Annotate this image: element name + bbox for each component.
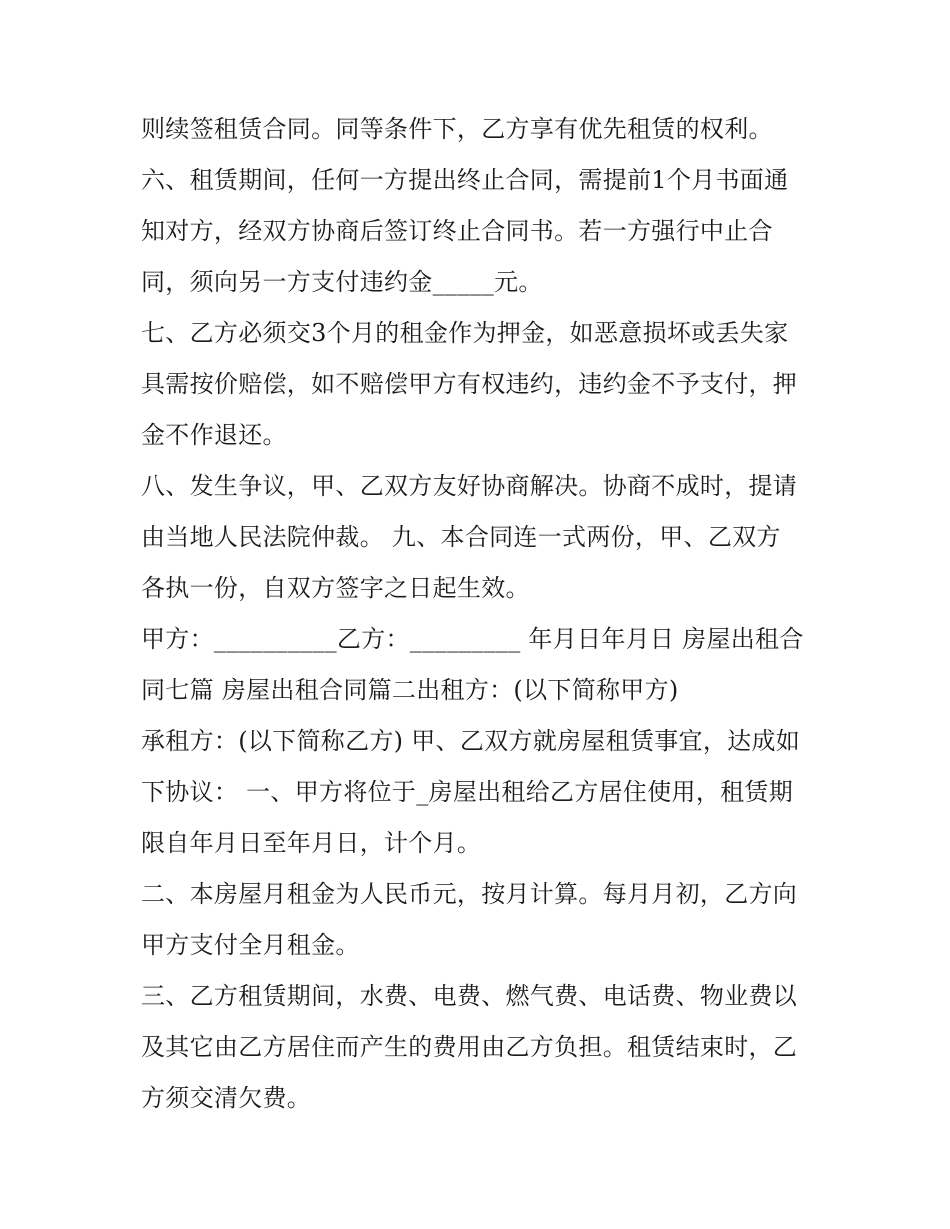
text-line: 下协议： 一、甲方将位于_房屋出租给乙方居住使用，租赁期 bbox=[141, 778, 794, 806]
text-line: 及其它由乙方居住而产生的费用由乙方负担。租赁结束时，乙 bbox=[141, 1033, 798, 1061]
text-line: 七、乙方必须交3个月的租金作为押金，如恶意损坏或丢失家 bbox=[141, 319, 789, 347]
text-line: 各执一份，自双方签字之日起生效。 bbox=[141, 574, 530, 602]
text-line: 具需按价赔偿，如不赔偿甲方有权违约，违约金不予支付，押 bbox=[141, 370, 798, 398]
text-line: 甲方支付全月租金。 bbox=[141, 931, 360, 959]
text-line: 六、租赁期间，任何一方提出终止合同，需提前1个月书面通 bbox=[141, 166, 789, 194]
text-line: 甲方：__________乙方：_________ 年月日年月日 房屋出租合 bbox=[141, 625, 804, 653]
text-line: 同，须向另一方支付违约金_____元。 bbox=[141, 268, 543, 296]
document-body bbox=[141, 104, 821, 1124]
text-line: 由当地人民法院仲裁。 九、本合同连一式两份，甲、乙双方 bbox=[141, 523, 781, 551]
text-line: 三、乙方租赁期间，水费、电费、燃气费、电话费、物业费以 bbox=[141, 982, 798, 1010]
text-line: 方须交清欠费。 bbox=[141, 1084, 312, 1112]
text-line: 二、本房屋月租金为人民币元，按月计算。每月月初，乙方向 bbox=[141, 880, 798, 908]
text-line: 同七篇 房屋出租合同篇二出租方：(以下简称甲方) bbox=[141, 676, 679, 704]
text-line: 则续签租赁合同。同等条件下，乙方享有优先租赁的权利。 bbox=[141, 115, 773, 143]
text-line: 承租方：(以下简称乙方) 甲、乙双方就房屋租赁事宜，达成如 bbox=[141, 727, 801, 755]
text-line: 八、发生争议，甲、乙双方友好协商解决。协商不成时，提请 bbox=[141, 472, 798, 500]
text-line: 限自年月日至年月日，计个月。 bbox=[141, 829, 482, 857]
text-line: 知对方，经双方协商后签订终止合同书。若一方强行中止合 bbox=[141, 217, 773, 245]
text-line: 金不作退还。 bbox=[141, 421, 287, 449]
